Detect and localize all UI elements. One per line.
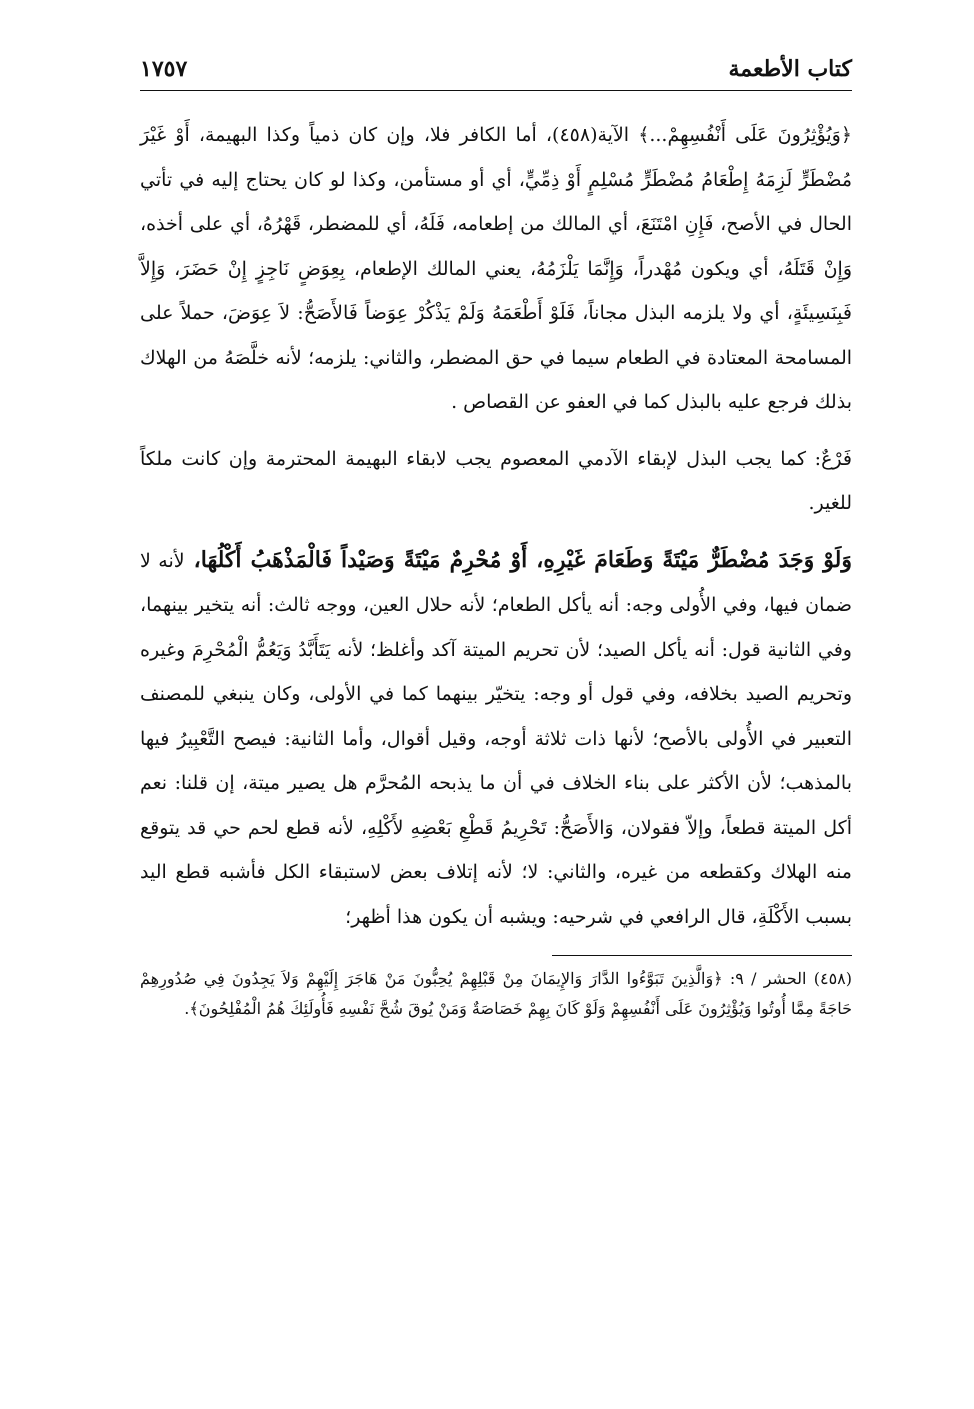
document-page (140, 52, 852, 1352)
text-line: قطعاً، وإلاّ فقولان، وَالأَصَحُّ: تَحْرِيمُ قَطْعِ بَعْضِهِ لأَكْلِهِ، لأنه قطع لحم حي قد (180, 816, 766, 839)
text-line: لو كان يحتاج إليه في تأتي الحال في الأصح، فَإِنِ امْتَنَعَ، أي المالك من إطعامه، فَلَهُ، (140, 168, 852, 235)
footnote-separator (552, 955, 852, 956)
running-header (140, 52, 852, 91)
paragraph-1 (140, 113, 852, 425)
paragraph-3 (140, 538, 852, 940)
text-line: يتوقع منه الهلاك وكقطعه من غيره، والثاني: لا؛ لأنه إتلاف بعض لاستبقاء الكل (140, 816, 852, 883)
footnotes (140, 964, 852, 1024)
text-line: ثالث: أنه يتخير بينهما، وفي الثانية قول: أنه يأكل الصيد؛ لأن تحريم الميتة آكد (140, 594, 852, 661)
text-line: ذات ثلاثة أوجه، وقيل أقوال، وأما الثانية: فيصح التَّعْبِيرُ فيها بالمذهب؛ لأن الأكثر (140, 727, 852, 794)
text-line: كانت ملكاً للغير. (140, 447, 852, 514)
text-line: على بناء الخلاف في أن ما يذبحه المُحرَّم هل يصير ميتة، إن قلنا: نعم أكل الميتة (140, 772, 852, 839)
text-line: فَرْعٌ: كما يجب البذل لإبقاء الآدمي المعصوم يجب لابقاء البهيمة المحترمة وإن (220, 447, 852, 470)
text-line: مجاناً، فَلَوْ أَطْعَمَهُ وَلَمْ يَذْكُرْ عِوَضاً فَالأَصَحُّ: لاَ عِوَضَ، حملاً على المسامحة المعتادة (140, 302, 853, 369)
text-line: في الطعام سيما في حق المضطر، والثاني: يلزمه؛ لأنه خلَّصَهُ من الهلاك بذلك فرجع (140, 346, 852, 413)
footnote-line: وَمَنْ يُوقَ شُحَّ نَفْسِهِ فَأُولَئِكَ هُمُ الْمُفْلِحُونَ﴾. (184, 999, 467, 1018)
footnote-line: يَجِدُونَ فِي صُدُورِهِمْ حَاجَةً مِمَّا أُوتُوا وَيُؤْثِرُونَ عَلَى أَنْفُسِهِمْ وَلَوْ كَانَ بِهِمْ خَصَاصَةٌ (140, 969, 852, 1018)
text-line: ﴿وَيُؤْثِرُونَ عَلَى أَنْفُسِهِمْ...﴾ الآية(٤٥٨)، أما الكافر فلا، وإن كان ذمياً وكذا (257, 124, 852, 146)
paragraph-far (140, 437, 852, 526)
main-text (140, 113, 852, 939)
matn-heading: وَلَوْ وَجَدَ مُضْطَرٌّ مَيْتَةً وَطَعَامَ غَيْرِهِ، أَوْ مُحْرِمٌ مَيْتَةً وَصَيْداً فَالْمَذْهَبُ أَكْلُهَا، (184, 546, 852, 573)
text-line: البهيمة، أَوْ غَيْرَ مُضْطَرٍّ لَزِمَهُ إِطْعَامُ مُضْطَرٍّ مُسْلِمٍ أَوْ ذِمِّيٍّ، أي أو مستأمن، وكذا (140, 124, 852, 191)
text-line: عليه بالبذل كما في العفو عن القصاص . (451, 391, 762, 413)
text-line: أي للمضطر، قَهْرُهُ، أي على أخذه، وَإِنْ قَتَلَهُ، أي ويكون مُهْدراً، وَإِنَّمَا يَلْزَمُهُ، (140, 213, 852, 280)
text-line: وأغلظ؛ لأنه يَتَأَبَّدُ وَيَعُمُّ الْمُحْرِمَ وغيره وتحريم الصيد بخلافه، وفي قول أو وجه: (140, 638, 852, 705)
page-number: ١٧٥٧ (140, 56, 188, 82)
text-line: فأشبه قطع اليد بسبب الأَكْلَةِ، قال الرافعي في شرحيه: ويشبه أن يكون هذا أظهر؛ (140, 861, 852, 928)
text-line: لأنه لا ضمان فيها، وفي الأُولى وجه: أنه يأكل الطعام؛ لأنه حلال العين، ووجه (140, 549, 852, 616)
footnote-line: (٤٥٨) الحشر / ٩: ﴿وَالَّذِينَ تَبَوَّءُوا الدَّارَ وَالإِيمَانَ مِنْ قَبْلِهِمْ يُحِبُّونَ مَنْ هَاجَرَ إِلَيْهِمْ وَلاَ (274, 969, 853, 988)
text-line: يعني المالك الإطعام، بِعِوَضٍ نَاجِزٍ إِنْ حَضَرَ، وَإِلاَّ فَبِنَسِيئَةٍ، أي ولا يلزمه البذل (140, 257, 852, 324)
footnote-458 (140, 964, 852, 1024)
text-line: يتخيّر بينهما كما في الأولى، وكان ينبغي للمصنف التعبير في الأُولى بالأصح؛ لأنها (140, 683, 852, 750)
chapter-title: كتاب الأطعمة (728, 56, 852, 82)
